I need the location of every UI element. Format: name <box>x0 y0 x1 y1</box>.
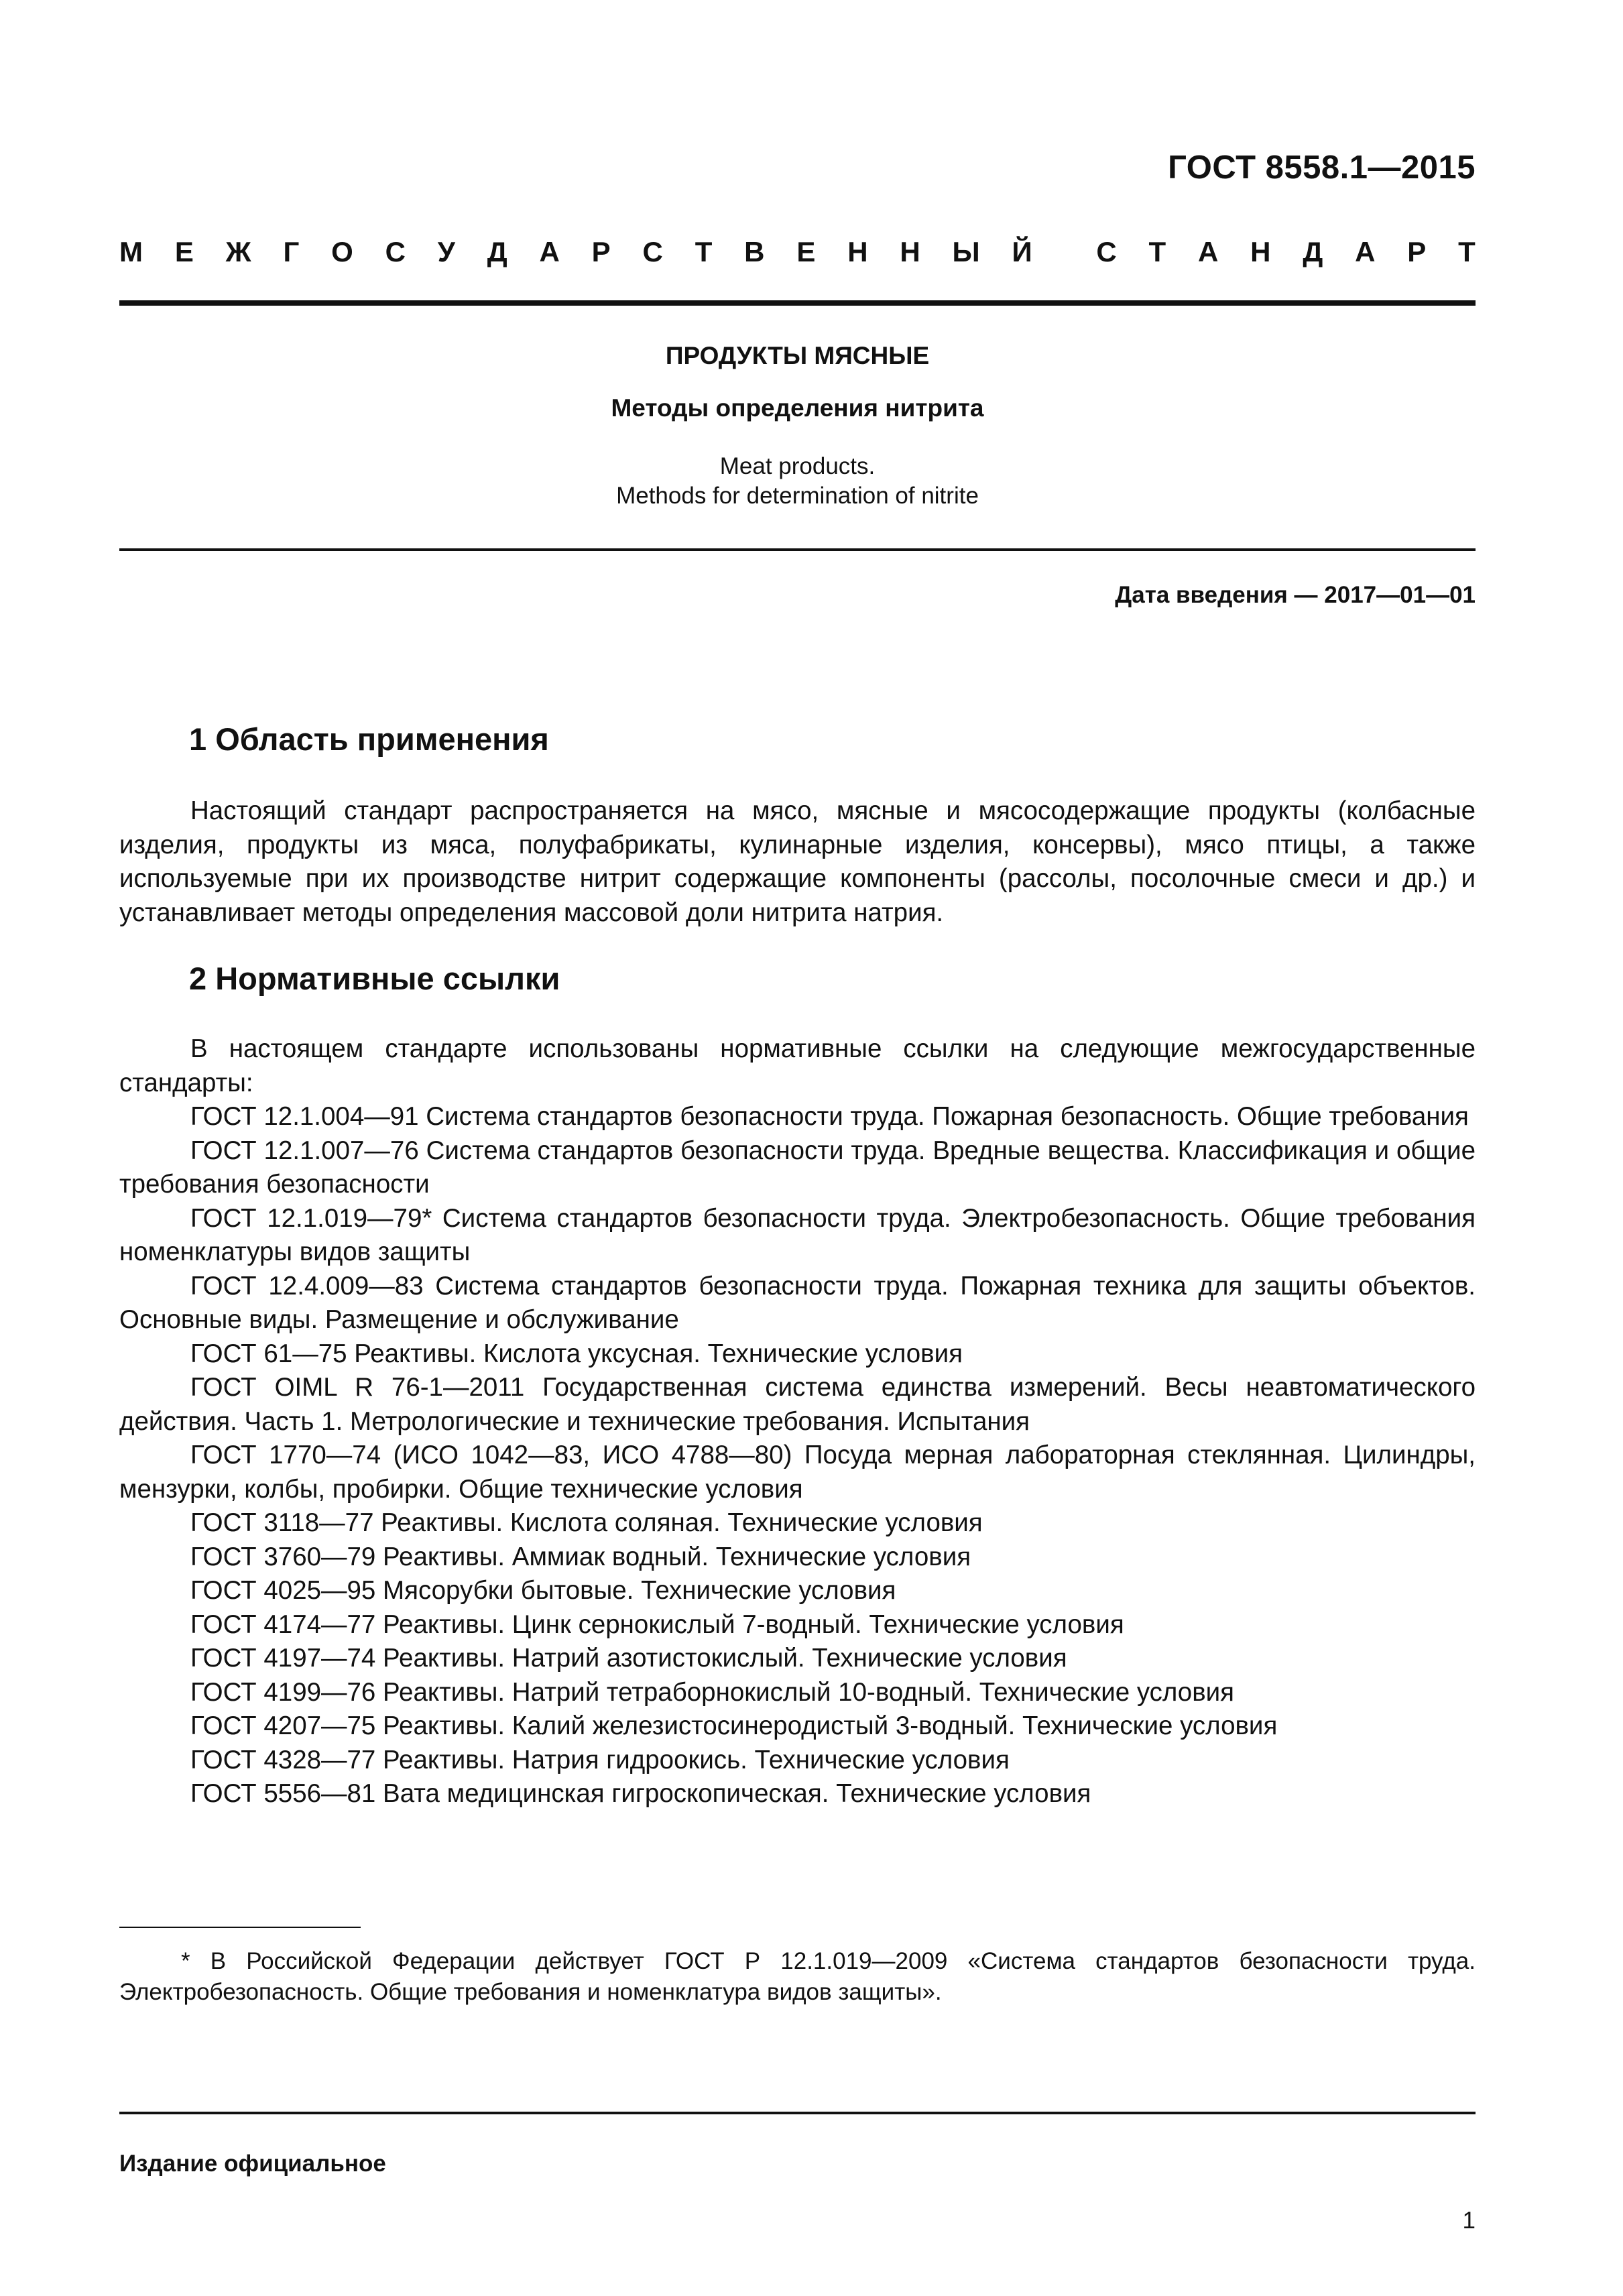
section-2-body <box>119 1032 1476 1811</box>
footnote-text: * В Российской Федерации действует ГОСТ Р 12.1.019—2009 «Система стандартов безопасности труда. Электробезопасность. Общие требования и номенклатура видов защиты». <box>119 1948 1476 2005</box>
title-en-line-1: Meat products. <box>719 453 876 479</box>
banner-letter: Ж <box>225 236 251 267</box>
section-2-intro: В настоящем стандарте использованы нормативные ссылки на следующие межгосударственные стандарты: <box>119 1034 1476 1097</box>
standard-type-banner <box>119 232 1476 272</box>
reference-item: ГОСТ 4174—77 Реактивы. Цинк сернокислый 7-водный. Технические условия <box>190 1610 1124 1639</box>
section-2-heading: 2 Нормативные ссылки <box>189 961 560 996</box>
banner-letter: С <box>642 236 663 267</box>
banner-letter: Г <box>283 236 300 267</box>
reference-item: ГОСТ 5556—81 Вата медицинская гигроскопическая. Технические условия <box>190 1779 1091 1808</box>
title-en <box>119 452 1476 511</box>
reference-item: ГОСТ 4207—75 Реактивы. Калий железистосинеродистый 3-водный. Технические условия <box>190 1711 1278 1740</box>
banner-letter: Ы <box>952 236 980 267</box>
banner-letter: Н <box>1250 236 1271 267</box>
title-ru: ПРОДУКТЫ МЯСНЫЕ <box>665 342 930 369</box>
reference-item: ГОСТ 4199—76 Реактивы. Натрий тетраборнокислый 10-водный. Технические условия <box>190 1677 1235 1707</box>
banner-letter: Р <box>1407 236 1427 267</box>
reference-item: ГОСТ 1770—74 (ИСО 1042—83, ИСО 4788—80) Посуда мерная лабораторная стеклянная. Цилиндры, мензурки, колбы, пробирки. Общие технические условия <box>119 1441 1476 1504</box>
banner-letter: Н <box>847 236 868 267</box>
official-edition-label: Издание официальное <box>119 2151 386 2177</box>
banner-letter: Т <box>1148 236 1166 267</box>
banner-letter: А <box>539 236 560 267</box>
footnote <box>119 1946 1476 2008</box>
reference-item: ГОСТ 4025—95 Мясорубки бытовые. Технические условия <box>190 1576 896 1605</box>
header-divider <box>119 300 1476 306</box>
banner-letter: А <box>1355 236 1376 267</box>
document-code: ГОСТ 8558.1—2015 <box>1168 149 1476 186</box>
footnote-separator <box>119 1927 361 1928</box>
reference-item: ГОСТ 61—75 Реактивы. Кислота уксусная. Технические условия <box>190 1339 963 1368</box>
reference-item: ГОСТ 12.4.009—83 Система стандартов безопасности труда. Пожарная техника для защиты объектов. Основные виды. Размещение и обслуживание <box>119 1271 1476 1334</box>
reference-list <box>119 1100 1476 1811</box>
banner-letter: Н <box>900 236 920 267</box>
banner-letter: Е <box>174 236 194 267</box>
section-1-body <box>119 794 1476 930</box>
banner-letter: С <box>1096 236 1117 267</box>
banner-letter: А <box>1197 236 1219 267</box>
banner-letter: Й <box>1012 236 1032 267</box>
reference-item: ГОСТ 12.1.004—91 Система стандартов безопасности труда. Пожарная безопасность. Общие требования <box>190 1102 1469 1131</box>
banner-letter: С <box>385 236 406 267</box>
footer-divider <box>119 2112 1476 2114</box>
introduction-date: Дата введения — 2017—01—01 <box>1115 582 1476 608</box>
banner-letter: Д <box>1303 236 1323 267</box>
title-en-line-2: Methods for determination of nitrite <box>616 483 979 509</box>
section-1-paragraph: Настоящий стандарт распространяется на мясо, мясные и мясосодержащие продукты (колбасные изделия, продукты из мяса, полуфабрикаты, кулинарные изделия, консервы), мясо птицы, а также используемые при их производстве нитрит содержащие компоненты (рассолы, посолочные смеси и др.) и устанавливает методы определения массовой доли нитрита натрия. <box>119 796 1476 927</box>
reference-item: ГОСТ 3760—79 Реактивы. Аммиак водный. Технические условия <box>190 1542 971 1571</box>
reference-item: ГОСТ OIML R 76-1—2011 Государственная система единства измерений. Весы неавтоматического действия. Часть 1. Метрологические и технические требования. Испытания <box>119 1373 1476 1436</box>
reference-item: ГОСТ 4328—77 Реактивы. Натрия гидроокись. Технические условия <box>190 1745 1010 1774</box>
section-1-heading: 1 Область применения <box>189 721 549 757</box>
banner-letter: В <box>744 236 765 267</box>
banner-letter: О <box>331 236 353 267</box>
reference-item: ГОСТ 12.1.007—76 Система стандартов безопасности труда. Вредные вещества. Классификация и общие требования безопасности <box>119 1136 1476 1199</box>
banner-letter: Т <box>695 236 713 267</box>
banner-letter: Д <box>487 236 507 267</box>
subtitle-ru: Методы определения нитрита <box>611 394 984 422</box>
reference-item: ГОСТ 4197—74 Реактивы. Натрий азотистокислый. Технические условия <box>190 1644 1067 1673</box>
page-number: 1 <box>1462 2208 1476 2234</box>
banner-letter: Е <box>796 236 816 267</box>
title-divider <box>119 548 1476 551</box>
reference-item: ГОСТ 12.1.019—79* Система стандартов безопасности труда. Электробезопасность. Общие требования номенклатуры видов защиты <box>119 1203 1476 1266</box>
banner-letter: М <box>119 236 143 267</box>
banner-letter: У <box>437 236 455 267</box>
banner-letter: Т <box>1458 236 1476 267</box>
banner-letter: Р <box>591 236 611 267</box>
reference-item: ГОСТ 3118—77 Реактивы. Кислота соляная. Технические условия <box>190 1508 983 1537</box>
